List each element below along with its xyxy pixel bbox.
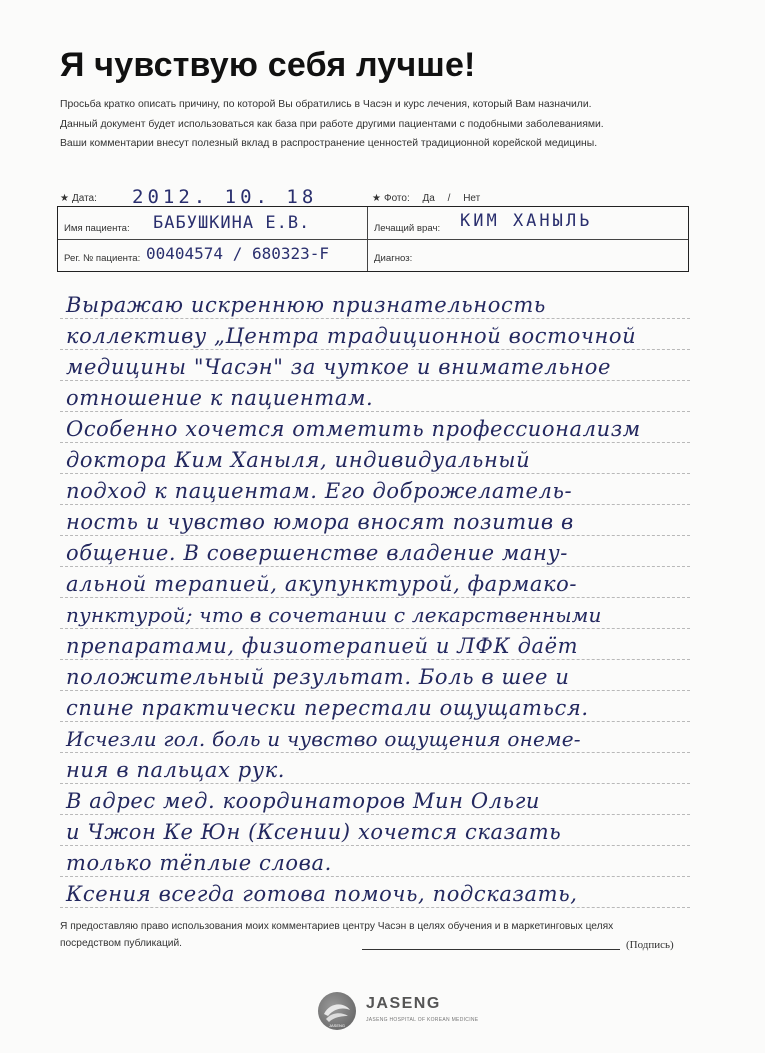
ruled-line	[60, 473, 690, 474]
signature-line[interactable]	[362, 949, 620, 950]
photo-separator: /	[447, 193, 451, 204]
photo-label: Фото:	[383, 193, 410, 204]
consent-line: посредством публикаций.	[60, 938, 183, 949]
handwritten-line: коллективу „Центра традиционной восточной	[66, 324, 637, 348]
reg-number-value[interactable]: 00404574 / 680323-F	[146, 244, 330, 263]
handwritten-line: доктора Ким Ханыля, индивидуальный	[66, 448, 531, 472]
handwritten-line: В адрес мед. координаторов Мин Ольги	[66, 789, 541, 813]
date-field	[60, 193, 97, 204]
intro-line: Ваши комментарии внесут полезный вклад в распространение ценностей традиционной корейской медицины.	[60, 138, 598, 149]
jaseng-logo-icon	[318, 992, 356, 1030]
handwritten-line: Особенно хочется отметить профессионализм	[66, 417, 641, 441]
doctor-value[interactable]: КИМ ХАНЫЛЬ	[460, 211, 593, 231]
signature-label: (Подпись)	[626, 939, 674, 951]
page-title: Я чувствую себя лучше!	[60, 46, 476, 84]
handwritten-line: подход к пациентам. Его доброжелатель-	[66, 479, 573, 503]
handwritten-line: и Чжон Ке Юн (Ксении) хочется сказать	[66, 820, 562, 844]
ruled-line	[60, 752, 690, 753]
ruled-line	[60, 566, 690, 567]
photo-field	[372, 193, 480, 204]
table-divider	[367, 207, 368, 271]
handwritten-line: альной терапией, акупунктурой, фармако-	[66, 572, 578, 596]
intro-line: Данный документ будет использоваться как база при работе другими пациентами с подобными заболеваниями.	[60, 118, 604, 130]
handwritten-line: медицины "Часэн" за чуткое и внимательное	[66, 355, 612, 379]
date-label: Дата:	[71, 193, 97, 204]
patient-name-value[interactable]: БАБУШКИНА Е.В.	[153, 213, 311, 233]
handwritten-line: препаратами, физиотерапией и ЛФК даёт	[66, 634, 579, 658]
handwritten-line: ность и чувство юмора вносят позитив в	[66, 510, 574, 534]
ruled-line	[60, 845, 690, 846]
ruled-line	[60, 659, 690, 660]
handwritten-line: Исчезли гол. боль и чувство ощущения онеме-	[66, 727, 581, 751]
ruled-line	[60, 535, 690, 536]
ruled-line	[60, 721, 690, 722]
table-divider	[58, 239, 688, 240]
ruled-line	[60, 318, 690, 319]
handwritten-line: отношение к пациентам.	[66, 386, 374, 410]
ruled-line	[60, 442, 690, 443]
handwritten-line: пунктурой; что в сочетании с лекарственными	[66, 603, 602, 627]
consent-line: Я предоставляю право использования моих комментариев центру Часэн в целях обучения и в маркетинговых целях	[60, 921, 614, 932]
photo-no-option[interactable]: Нет	[463, 193, 481, 204]
ruled-line	[60, 380, 690, 381]
ruled-line	[60, 597, 690, 598]
logo-subtitle: JASENG HOSPITAL OF KOREAN MEDICINE	[366, 1017, 479, 1023]
reg-number-label: Рег. № пациента:	[64, 253, 141, 264]
jaseng-logo	[318, 990, 479, 1040]
ruled-line	[60, 876, 690, 877]
ruled-line	[60, 628, 690, 629]
ruled-line	[60, 349, 690, 350]
handwritten-line: Ксения всегда готова помочь, подсказать,	[66, 882, 578, 906]
star-icon: ★	[372, 193, 381, 204]
handwritten-line: Выражаю искреннюю признательность	[66, 293, 546, 317]
photo-yes-option[interactable]: Да	[422, 193, 435, 204]
handwritten-line: спине практически перестали ощущаться.	[66, 696, 589, 720]
handwritten-line: ния в пальцах рук.	[66, 758, 286, 782]
intro-text	[60, 95, 720, 154]
doctor-label: Лечащий врач:	[374, 223, 441, 234]
logo-badge-text: JASENG	[328, 1023, 346, 1028]
logo-name: JASENG	[366, 995, 441, 1012]
date-value: 2012. 10. 18	[132, 186, 318, 208]
patient-info-table	[57, 206, 689, 272]
handwritten-line: только тёплые слова.	[66, 851, 332, 875]
patient-name-label: Имя пациента:	[64, 223, 130, 234]
ruled-line	[60, 814, 690, 815]
diagnosis-label: Диагноз:	[374, 253, 413, 264]
handwritten-line: положительный результат. Боль в шее и	[66, 665, 570, 689]
star-icon: ★	[60, 193, 69, 204]
ruled-line	[60, 411, 690, 412]
intro-line: Просьба кратко описать причину, по которой Вы обратились в Часэн и курс лечения, который Вам назначили.	[60, 99, 592, 110]
ruled-line	[60, 907, 690, 908]
ruled-line	[60, 783, 690, 784]
ruled-line	[60, 690, 690, 691]
ruled-line	[60, 504, 690, 505]
handwritten-line: общение. В совершенстве владение ману-	[66, 541, 568, 565]
